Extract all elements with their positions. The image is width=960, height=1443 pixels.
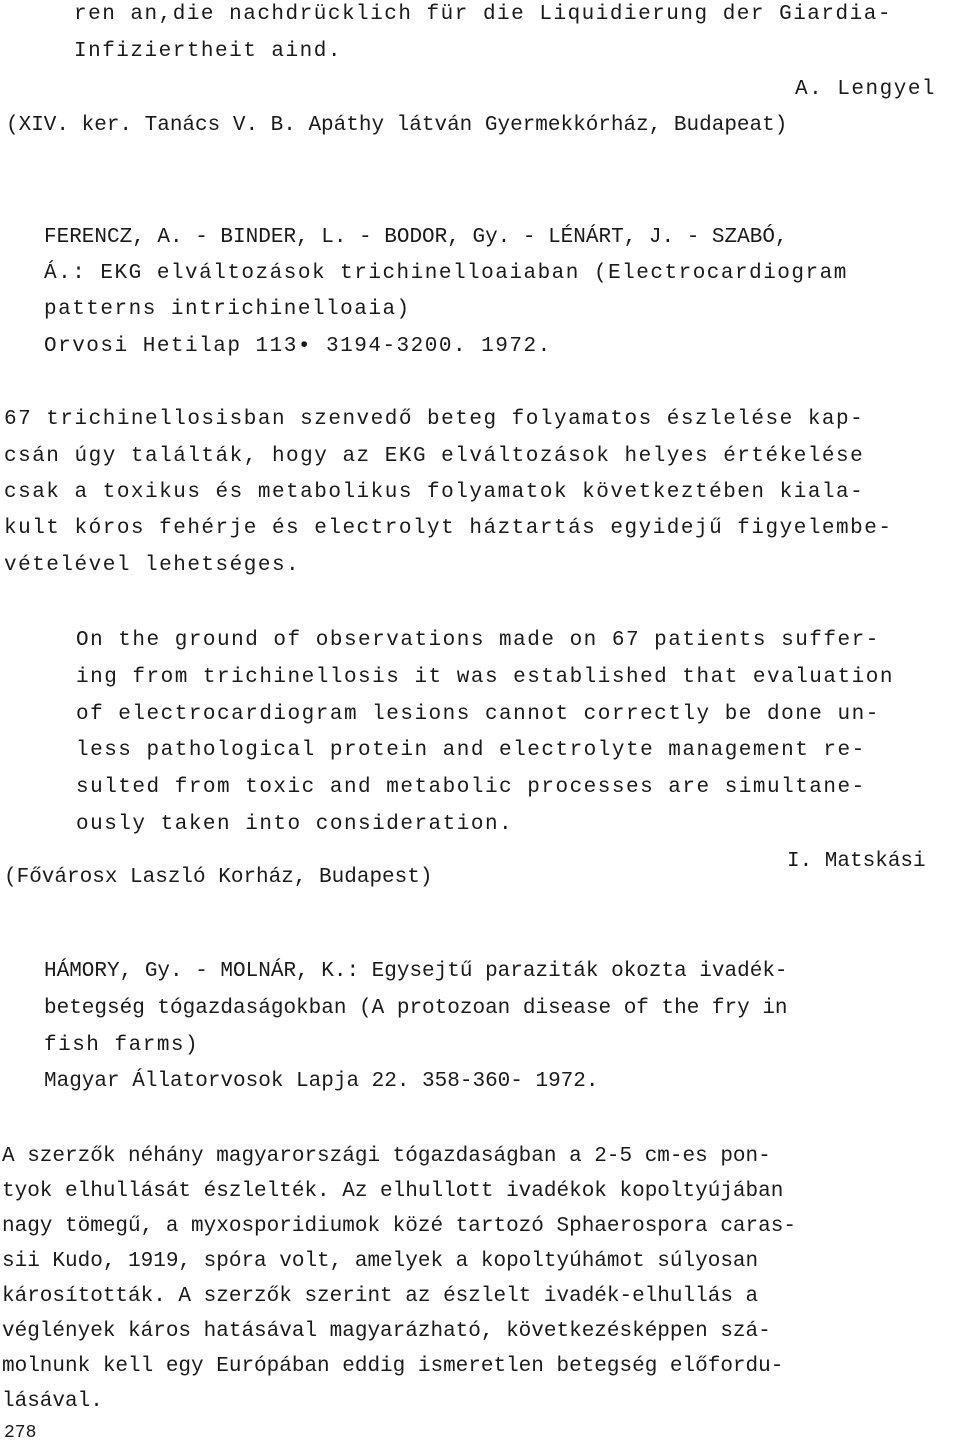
reference-line: betegség tógazdaságokban (A protozoan disease of the fry in <box>44 997 788 1020</box>
text-line: ren an,die nachdrücklich für die Liquidierung der Giardia- <box>74 3 892 26</box>
abstract-line-en: sulted from toxic and metabolic processes are simultane- <box>76 776 866 799</box>
reference-line: FERENCZ, A. - BINDER, L. - BODOR, Gy. - LÉNÁRT, J. - SZABÓ, <box>44 226 788 249</box>
abstract-line: A szerzők néhány magyarországi tógazdaságban a 2-5 cm-es pon- <box>2 1145 771 1168</box>
abstract-line: molnunk kell egy Európában eddig ismeretlen betegség előfordu- <box>2 1355 784 1378</box>
abstract-line: lásával. <box>2 1390 103 1413</box>
abstract-line-en: On the ground of observations made on 67 patients suffer- <box>76 629 880 652</box>
text-line: Infiziertheit aind. <box>74 40 342 63</box>
abstract-line-en: of electrocardiogram lesions cannot correctly be done un- <box>76 703 880 726</box>
abstract-line-en: ing from trichinellosis it was established that evaluation <box>76 666 894 689</box>
reference-line: HÁMORY, Gy. - MOLNÁR, K.: Egysejtű paraziták okozta ivadék- <box>44 960 788 983</box>
reference-line: Á.: EKG elváltozások trichinelloaiaban (Electrocardiogram <box>44 262 848 285</box>
abstract-line: véglények káros hatásával magyarázható, következésképpen szá- <box>2 1320 771 1343</box>
reference-line: Orvosi Hetilap 113• 3194-3200. 1972. <box>44 335 552 358</box>
abstract-line: csak a toxikus és metabolikus folyamatok következtében kiala- <box>4 481 865 504</box>
reference-line: fish farms) <box>44 1034 200 1057</box>
reference-line: Magyar Állatorvosok Lapja 22. 358-360- 1972. <box>44 1070 599 1093</box>
author-name: A. Lengyel <box>795 78 937 101</box>
affiliation: (Fővárosx Laszló Korház, Budapest) <box>4 866 433 889</box>
abstract-line: tyok elhullását észlelték. Az elhullott ivadékok kopoltyújában <box>2 1180 784 1203</box>
abstract-line: csán úgy találták, hogy az EKG elváltozások helyes értékelése <box>4 445 865 468</box>
abstract-line: nagy tömegű, a myxosporidiumok közé tartozó Sphaerospora caras- <box>2 1215 796 1238</box>
abstract-line: kult kóros fehérje és electrolyt háztartás egyidejű figyelembe- <box>4 517 893 540</box>
author-name: I. Matskási <box>787 850 926 873</box>
abstract-line-en: ously taken into consideration. <box>76 813 514 836</box>
abstract-line: vételével lehetséges. <box>4 554 301 577</box>
abstract-line: károsították. A szerzők szerint az észlelt ivadék-elhullás a <box>2 1285 759 1308</box>
abstract-line-en: less pathological protein and electrolyte management re- <box>76 739 866 762</box>
reference-line: patterns intrichinelloaia) <box>44 298 411 321</box>
abstract-line: 67 trichinellosisban szenvedő beteg folyamatos észlelése kap- <box>4 408 865 431</box>
abstract-line: sii Kudo, 1919, spóra volt, amelyek a kopoltyúhámot súlyosan <box>2 1250 759 1273</box>
page-number: 278 <box>4 1423 37 1443</box>
affiliation: (XIV. ker. Tanács V. B. Apáthy látván Gyermekkórház, Budapeat) <box>6 114 788 137</box>
